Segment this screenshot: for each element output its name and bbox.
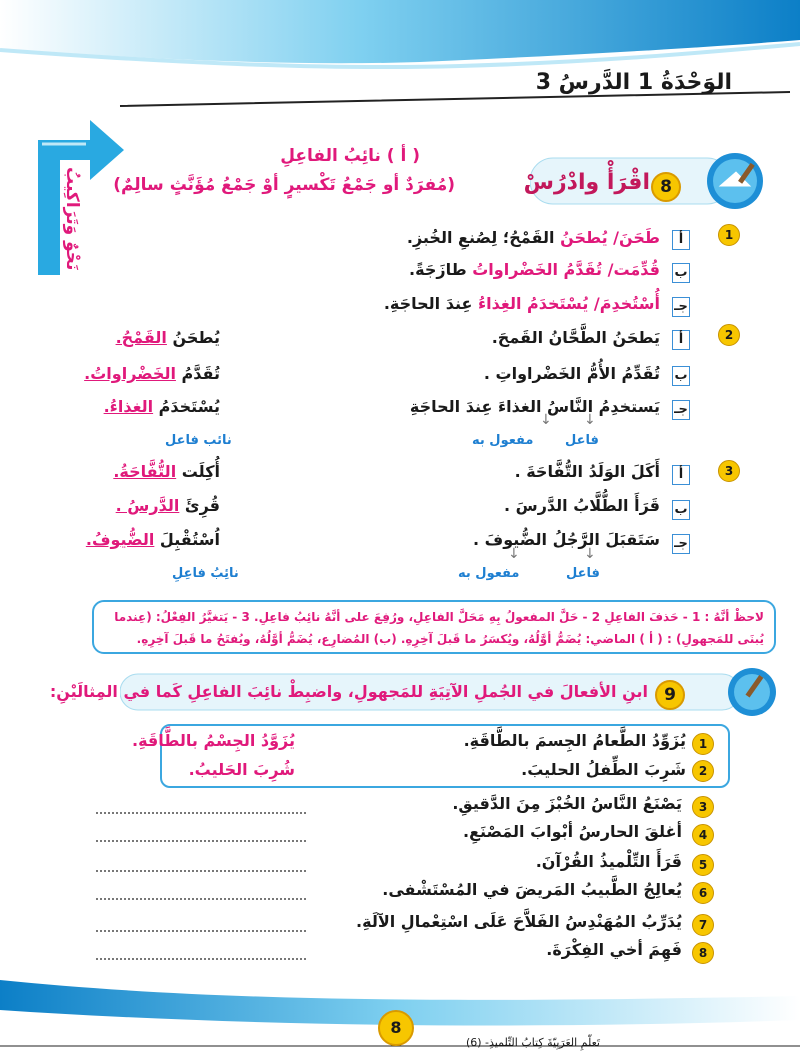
group3-active-a: أَكَلَ الوَلَدُ التُّفَّاحَةَ . — [514, 462, 660, 481]
group3-passive-c: اُسْتُقْبِلَ الضُّيوفُ. — [85, 530, 220, 549]
group3-active-b: قَرَأَ الطُّلَّابُ الدَّرسَ . — [503, 496, 660, 515]
exercise-number: 8 — [692, 942, 714, 964]
down-arrow-icon: ↓ — [584, 412, 596, 428]
exercise-number: 5 — [692, 854, 714, 876]
group2-letter-c: جـ — [672, 400, 690, 420]
exercise-sentence: قَرَأَ التِّلْميذُ القُرْآنَ. — [535, 852, 682, 871]
page-number: 8 — [378, 1010, 414, 1046]
group3-letter-c: جـ — [672, 534, 690, 554]
group1-letter-c: جـ — [672, 297, 690, 317]
example2-sentence: شَرِبَ الطِّفلُ الحليبَ. — [521, 760, 686, 779]
group2-passive-b: تُقَدَّمُ الخَضْراواتُ. — [84, 364, 220, 383]
exercise-number: 7 — [692, 914, 714, 936]
group2-passive-a: يُطحَنُ القَمْحُ. — [115, 328, 220, 347]
answer-line[interactable] — [96, 898, 306, 900]
section9-instruction: ابنِ الأفعالَ في الجُملِ الآتِيَةِ للمَجهولِ، واضبِطْ نائِبَ الفاعِلِ كَما في المِثالَيْنِ: — [49, 682, 648, 701]
answer-line[interactable] — [96, 840, 306, 842]
group2-active-c: يَستخدِمُ النَّاسُ الغذاءَ عِندَ الحاجَةِ — [409, 397, 660, 416]
group2-letter-a: أ — [672, 330, 690, 350]
answer-line[interactable] — [96, 930, 306, 932]
label-naib: نائب فاعل — [165, 433, 232, 448]
group1-letter-b: ب — [672, 263, 690, 283]
group1-sentence-a: طَحَنَ/ يُطحَنُ القَمْحُ؛ لِصُنعِ الخُبزِ. — [406, 228, 660, 247]
group3-passive-a: أُكِلَت التُّفَّاحَةُ. — [113, 462, 220, 481]
group2-active-a: يَطحَنُ الطَّحَّانُ القَمحَ. — [491, 328, 660, 347]
group1-sentence-b: قُدِّمَت/ تُقَدَّمُ الخَضْراواتُ طازَجَةً. — [409, 260, 660, 279]
exercise-sentence: يَصْنَعُ النَّاسُ الخُبْزَ مِنَ الدَّقيقِ. — [452, 794, 682, 813]
exercise-number: 4 — [692, 824, 714, 846]
example2-answer: شُرِبَ الحَليبُ. — [188, 760, 295, 779]
label-naib: نائِبُ فاعِلِ — [172, 566, 239, 581]
group2-letter-b: ب — [672, 366, 690, 386]
example1-number: 1 — [692, 733, 714, 755]
exercise-number: 3 — [692, 796, 714, 818]
rule-heading: ( أ ) نائِبُ الفاعِلِ — [280, 146, 420, 166]
group2-passive-c: يُسْتَخدَمُ الغذاءُ. — [103, 397, 220, 416]
label-fael: فاعل — [566, 566, 600, 581]
rule-subheading: (مُفرَدٌ أو جَمْعُ تَكْسيرٍ أوْ جَمْعُ مُؤَنَّثٍ سالِمٌ) — [113, 175, 455, 195]
example2-number: 2 — [692, 760, 714, 782]
exercise-sentence: يُدَرِّبُ المُهَنْدِسُ الفَلاَّحَ عَلَى اسْتِعْمالِ الآلَةِ. — [356, 912, 682, 931]
group3-letter-b: ب — [672, 500, 690, 520]
answer-line[interactable] — [96, 870, 306, 872]
group3-letter-a: أ — [672, 465, 690, 485]
group2-number: 2 — [718, 324, 740, 346]
exercise-number: 6 — [692, 882, 714, 904]
rule-notice-box — [92, 600, 776, 654]
group2-active-b: تُقَدِّمُ الأُمُّ الخَضْراواتِ . — [483, 364, 660, 383]
example1-answer: يُزَوَّدُ الجِسْمُ بالطَّاقَةِ. — [132, 731, 295, 750]
book-title-footer: تَعلّمِ العَرَبِيّةَ كِتابُ التِّلميذِ- (6) — [465, 1036, 600, 1049]
label-mafool: مفعول به — [458, 566, 520, 581]
example1-sentence: يُزَوِّدُ الطَّعامُ الجِسمَ بالطَّاقَةِ. — [463, 731, 686, 750]
group3-passive-b: قُرِئَ الدَّرسُ . — [115, 496, 220, 515]
down-arrow-icon: ↓ — [584, 546, 596, 562]
group1-sentence-c: أُسْتُخدِمَ/ يُسْتَخدَمُ الغِذاءُ عِندَ الحاجَةِ. — [383, 294, 660, 313]
group1-number: 1 — [718, 224, 740, 246]
down-arrow-icon: ↓ — [540, 412, 552, 428]
section8-title: اقْرَأْ وادْرُسْ — [523, 170, 650, 195]
rule-notice-text: لاحظْ أنَّهُ : 1 - حَذفَ الفاعِلِ 2 - حَلَّ المفعولُ بِهِ مَحَلَّ الفاعِلِ، ورُفِعَ على أنَّهُ نائِبُ فاعِلِ. 3 - يَتغيَّرُ الفِعْلُ: (عِندما يُبنَى للمَجهولِ) : ( أ ) الماضي: يُضَمُّ أوَّلُهُ، ويُكسَرُ ما قَبلَ آخِرِهِ. (ب) المُضارِع، يُضَمُّ أوَّلُهُ، ويُفتَحُ ما قَبلَ آخِرِهِ. — [114, 610, 764, 646]
exercise-sentence: يُعالِجُ الطَّبيبُ المَريضَ في المُسْتَشْفى. — [382, 880, 682, 899]
group3-number: 3 — [718, 460, 740, 482]
answer-line[interactable] — [96, 812, 306, 814]
down-arrow-icon: ↓ — [508, 546, 520, 562]
section9-number-badge: 9 — [655, 680, 685, 710]
exercise-sentence: فَهِمَ أخي الفِكْرَةَ. — [546, 940, 682, 959]
group1-letter-a: أ — [672, 230, 690, 250]
section8-number-badge: 8 — [651, 172, 681, 202]
label-mafool: مفعول به — [472, 433, 534, 448]
exercise-sentence: أغلقَ الحارسُ أبْوابَ المَصْنَعِ. — [462, 822, 682, 841]
group3-active-c: سَتَقبَلَ الرَّجُلُ الضُّيوفَ . — [472, 530, 660, 549]
label-fael: فاعل — [565, 433, 599, 448]
side-category-label: نَحْوٌ وَتَرَاكِيبُ — [62, 166, 82, 270]
unit-lesson-title: الوَحْدَةُ 1 الدَّرسُ 3 — [535, 70, 732, 95]
